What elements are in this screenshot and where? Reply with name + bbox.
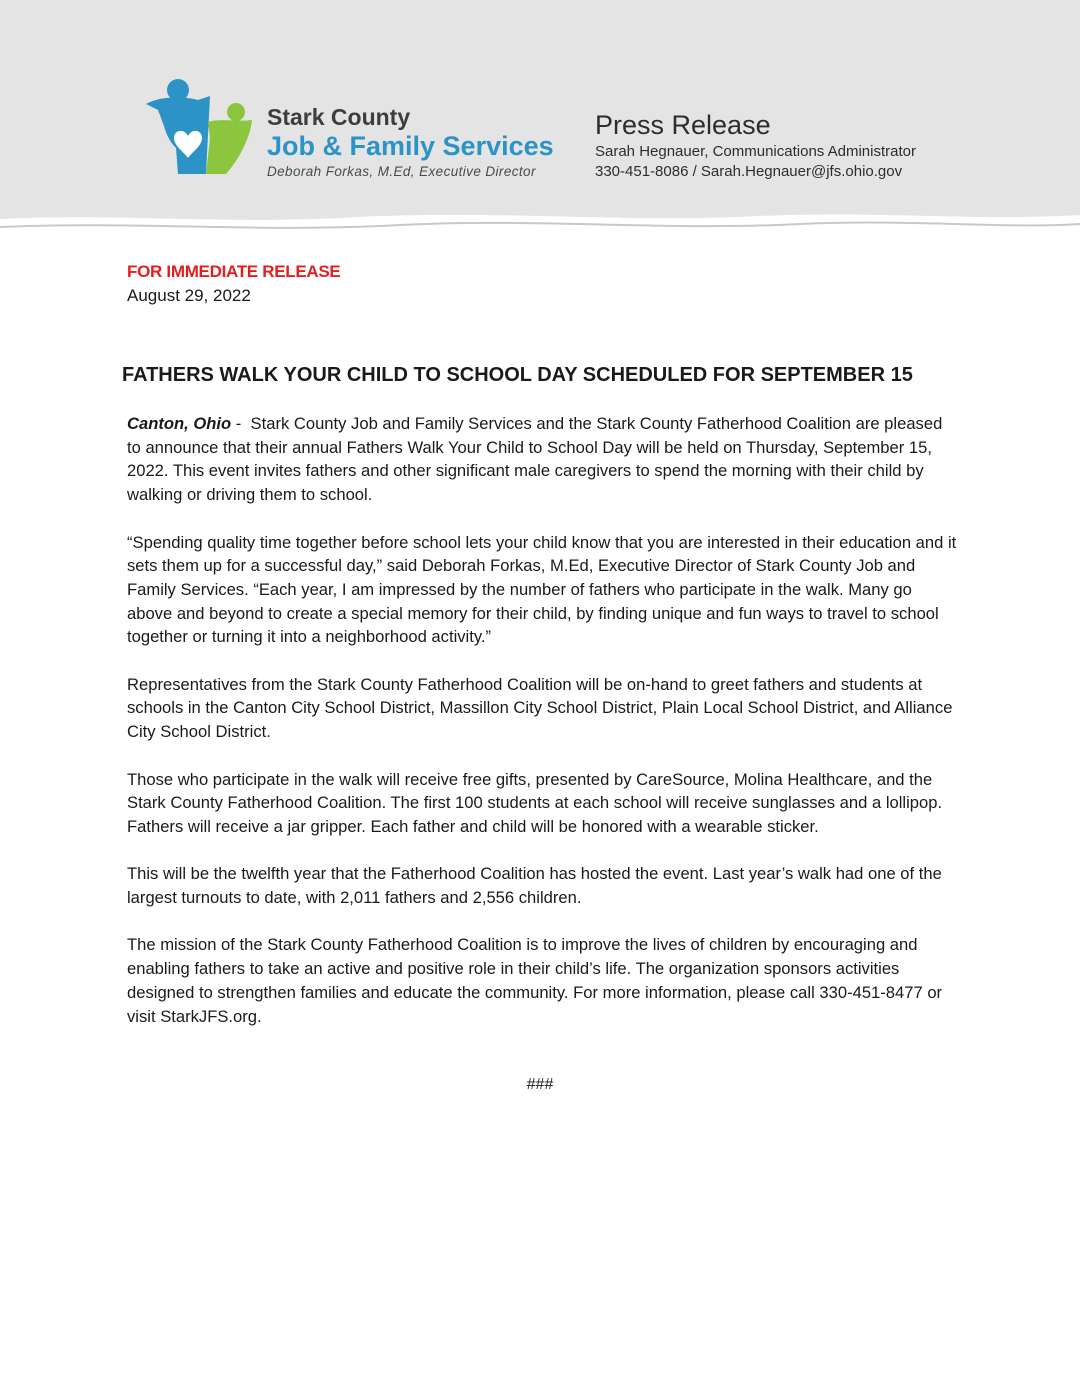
dateline-separator: - <box>231 414 251 433</box>
release-date: August 29, 2022 <box>127 286 251 305</box>
headline: FATHERS WALK YOUR CHILD TO SCHOOL DAY SCHEDULED FOR SEPTEMBER 15 <box>122 364 913 386</box>
dateline: Canton, Ohio <box>127 414 232 433</box>
press-release-title: Press Release <box>595 110 771 140</box>
org-name-line1: Stark County <box>267 104 411 130</box>
press-contact-block <box>595 108 916 182</box>
paragraph-6: The mission of the Stark County Fatherhood Coalition is to improve the lives of children by encouraging and enabling fathers to take an active and positive role in their child’s life. The organization sponsors activities designed to strengthen families and educate the community. For more information, please call 330-451-8477 or visit StarkJFS.org. <box>127 935 943 1026</box>
end-mark: ### <box>526 1076 554 1093</box>
release-tag: FOR IMMEDIATE RELEASE <box>127 262 341 281</box>
paragraph-4: Those who participate in the walk will receive free gifts, presented by CareSource, Molina Healthcare, and the Stark County Fatherhood Coalition. The first 100 students at each school will receive sunglasses and a lollipop. Fathers will receive a jar gripper. Each father and child will be honored with a wearable sticker. <box>127 769 943 836</box>
contact-phone-email: 330-451-8086 / Sarah.Hegnauer@jfs.ohio.gov <box>595 163 903 180</box>
article-body <box>127 412 957 1052</box>
contact-name: Sarah Hegnauer, Communications Administrator <box>595 143 916 160</box>
organization-name-block <box>267 104 554 182</box>
logo-family-icon <box>140 78 262 178</box>
paragraph-3: Representatives from the Stark County Fatherhood Coalition will be on-hand to greet fathers and students at schools in the Canton City School District, Massillon City School District, Plain Local School District, and Alliance City School District. <box>127 674 953 742</box>
paragraph-5: This will be the twelfth year that the Fatherhood Coalition has hosted the event. Last year’s walk had one of the largest turnouts to date, with 2,011 fathers and 2,556 children. <box>127 864 942 907</box>
paragraph-1 <box>127 412 957 507</box>
paragraph-1-text: Stark County Job and Family Services and the Stark County Fatherhood Coalition are pleased to announce that their annual Fathers Walk Your Child to School Day will be held on Thursday, September 15, 2022. This event invites fathers and other significant male caregivers to spend the morning with their child by walking or driving them to school. <box>127 414 943 505</box>
paragraph-2: “Spending quality time together before school lets your child know that you are interested in their education and it sets them up for a successful day,” said Deborah Forkas, M.Ed, Executive Director of Stark County Job and Family Services. “Each year, I am impressed by the number of fathers who participate in the walk. Many go above and beyond to create a special memory for their child, by finding unique and fun ways to travel to school together or turning it into a neighborhood activity.” <box>127 532 957 647</box>
header-wave <box>0 205 1080 245</box>
org-name-line2: Job & Family Services <box>267 131 554 161</box>
org-director: Deborah Forkas, M.Ed, Executive Director <box>267 164 536 179</box>
